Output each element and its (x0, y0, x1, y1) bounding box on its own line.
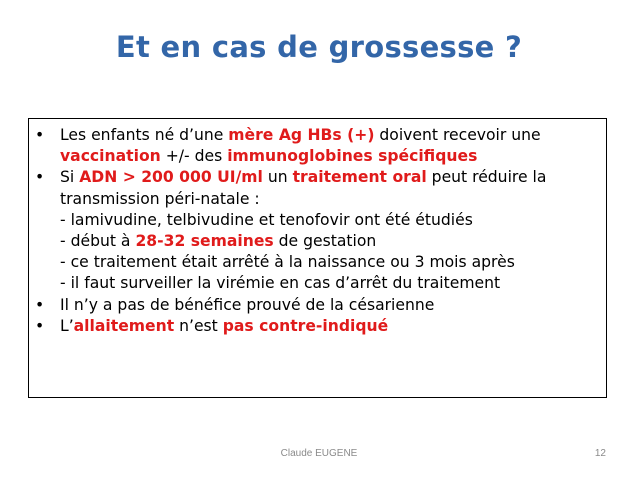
bullet-list (29, 119, 606, 337)
bullet-item-breastfeeding (29, 316, 600, 337)
text: Si (60, 168, 80, 187)
text: L’ (60, 316, 74, 335)
slide-title: Et en cas de grossesse ? (115, 30, 523, 64)
highlight-text: ADN > 200 000 UI/ml (79, 168, 263, 187)
bullet-dot-icon: • (35, 126, 45, 144)
text: un (262, 168, 293, 187)
highlight-text: 28-32 semaines (135, 232, 274, 251)
text: +/- des (160, 147, 228, 166)
bullet-dot-icon: • (35, 295, 45, 314)
highlight-text: vaccination (60, 147, 161, 166)
bullet-item-vaccination (29, 125, 600, 167)
bullet-item-cesarean (29, 295, 600, 316)
sub-line: - début à (60, 232, 136, 251)
highlight-text: mère Ag HBs (+) (228, 126, 375, 144)
text: doivent recevoir une (374, 126, 541, 144)
page-number: 12 (594, 448, 606, 459)
highlight-text: traitement oral (292, 168, 427, 187)
highlight-text: allaitement (73, 316, 175, 335)
sub-line: - ce traitement était arrêté à la naissance ou 3 mois après (60, 253, 515, 272)
sub-line: de gestation (273, 232, 377, 251)
text: Les enfants né d’une (60, 126, 229, 144)
text: peut réduire la transmission péri-natale : (60, 168, 547, 208)
sub-line: - lamivudine, telbivudine et tenofovir ont été étudiés (60, 210, 473, 229)
text: Il n’y a pas de bénéfice prouvé de la césarienne (60, 295, 435, 314)
highlight-text: pas contre-indiqué (222, 316, 389, 335)
footer-author: Claude EUGENE (280, 448, 358, 459)
sub-line: - il faut surveiller la virémie en cas d’arrêt du traitement (60, 274, 501, 293)
highlight-text: immunoglobines spécifiques (227, 147, 478, 166)
bullet-dot-icon: • (35, 316, 45, 335)
bullet-item-treatment (29, 167, 600, 294)
text: n’est (174, 316, 223, 335)
content-box (28, 118, 607, 398)
bullet-dot-icon: • (35, 168, 45, 187)
